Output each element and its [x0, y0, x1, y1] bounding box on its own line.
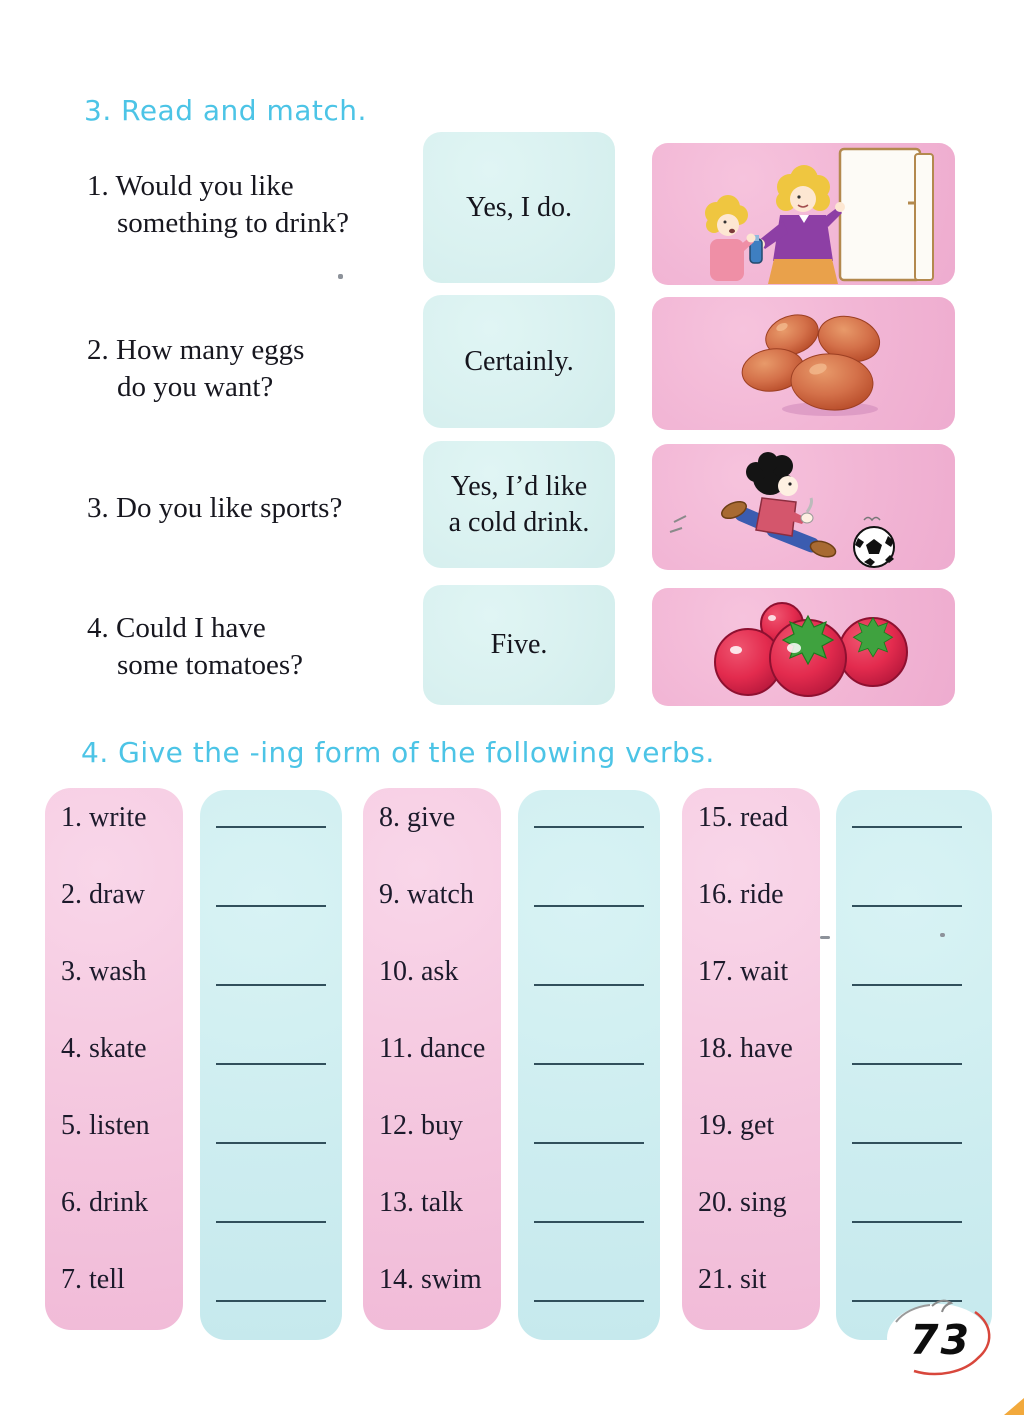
boy-kicking-football-illustration [652, 444, 955, 570]
verb-item: 20. sing [698, 1187, 787, 1218]
verb-item: 8. give [379, 802, 456, 833]
ing-blank-line [852, 984, 962, 986]
question-1 [87, 168, 349, 242]
ing-blank-line [852, 905, 962, 907]
ing-blank-line [534, 1063, 644, 1065]
red-tomatoes-illustration [652, 588, 955, 706]
question-3 [87, 490, 342, 527]
ing-blank-line [852, 1221, 962, 1223]
blank-column-2 [518, 790, 660, 1340]
question-line: 1. Would you like [87, 170, 294, 202]
ing-blank-line [534, 1221, 644, 1223]
picture-box-2 [652, 297, 955, 430]
picture-box-1 [652, 143, 955, 285]
print-speck [940, 933, 945, 937]
section3-title: 3. Read and match. [84, 94, 367, 127]
answer-text: Yes, I’d like [450, 470, 588, 502]
answer-box-2 [423, 295, 615, 428]
question-2 [87, 332, 304, 406]
section4-title: 4. Give the -ing form of the following verbs. [81, 736, 715, 769]
ing-blank-line [216, 1063, 326, 1065]
question-line: 3. Do you like sports? [87, 492, 343, 524]
answer-box-4 [423, 585, 615, 705]
verb-item: 4. skate [61, 1033, 147, 1064]
verb-item: 18. have [698, 1033, 793, 1064]
question-line: 2. How many eggs [87, 334, 305, 366]
ing-blank-line [216, 1300, 326, 1302]
question-line: something to drink? [117, 207, 349, 239]
verb-column-pink-2 [363, 788, 501, 1330]
answer-text: a cold drink. [448, 506, 590, 538]
blank-column-3 [836, 790, 992, 1340]
page-number-badge [880, 1294, 1002, 1378]
verb-item: 10. ask [379, 956, 459, 987]
verb-item: 17. wait [698, 956, 789, 987]
verb-item: 6. drink [61, 1187, 149, 1218]
ing-blank-line [852, 1142, 962, 1144]
answer-text: Certainly. [464, 345, 574, 377]
mother-giving-drink-illustration [652, 143, 955, 285]
verb-item: 19. get [698, 1110, 775, 1141]
answer-box-1 [423, 132, 615, 283]
verb-item: 3. wash [61, 956, 147, 987]
ing-blank-line [216, 826, 326, 828]
print-speck [338, 274, 343, 279]
question-line: some tomatoes? [117, 649, 304, 681]
verb-item: 2. draw [61, 879, 145, 910]
question-4 [87, 610, 303, 684]
ing-blank-line [534, 826, 644, 828]
ing-blank-line [216, 1221, 326, 1223]
page-number: 73 [910, 1316, 972, 1364]
ing-blank-line [216, 984, 326, 986]
ing-blank-line [216, 905, 326, 907]
verb-item: 15. read [698, 802, 789, 833]
blank-column-1 [200, 790, 342, 1340]
answer-text: Five. [490, 629, 548, 660]
verb-item: 21. sit [698, 1264, 767, 1295]
ing-blank-line [534, 1300, 644, 1302]
verb-column-pink-1 [45, 788, 183, 1330]
ing-blank-line [534, 1142, 644, 1144]
ing-blank-line [852, 826, 962, 828]
picture-box-4 [652, 588, 955, 706]
brown-eggs-illustration [652, 297, 955, 430]
question-line: 4. Could I have [87, 612, 266, 644]
verb-column-pink-3 [682, 788, 820, 1330]
verb-item: 7. tell [61, 1264, 125, 1295]
print-speck [820, 936, 830, 939]
picture-box-3 [652, 444, 955, 570]
ing-blank-line [852, 1063, 962, 1065]
verb-item: 5. listen [61, 1110, 150, 1141]
question-line: do you want? [117, 371, 274, 403]
ing-blank-line [216, 1142, 326, 1144]
verb-item: 16. ride [698, 879, 784, 910]
verb-item: 13. talk [379, 1187, 463, 1218]
answer-box-3 [423, 441, 615, 568]
answer-text: Yes, I do. [465, 191, 573, 223]
verb-item: 9. watch [379, 879, 474, 910]
verb-item: 14. swim [379, 1264, 482, 1295]
verb-item: 11. dance [379, 1033, 486, 1064]
ing-blank-line [534, 905, 644, 907]
corner-yellow-wedge [1004, 1398, 1024, 1415]
verb-item: 12. buy [379, 1110, 463, 1141]
verb-item: 1. write [61, 802, 147, 833]
ing-blank-line [534, 984, 644, 986]
